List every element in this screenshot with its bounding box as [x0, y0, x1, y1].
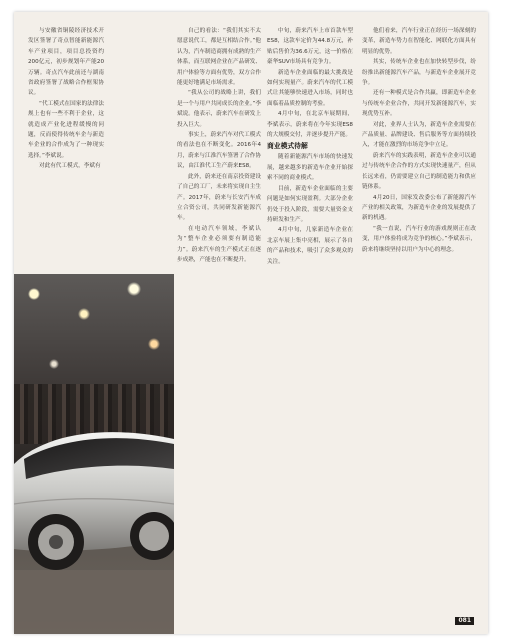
section-heading: 商业模式待解	[267, 142, 308, 151]
paragraph: 还有一种模式是合作共赢，即新造车企业与传统车企业合作，共同开发新能源汽车，实现优势互补。	[362, 90, 476, 118]
paragraph: 此外，蔚来还在南京投资建设了自己的工厂，未来将实现自主生产。2017年，蔚来与长安汽车成立合资公司，共同研发新能源汽车。	[177, 173, 261, 222]
page-number: 081	[455, 617, 474, 625]
text-column-1	[28, 26, 104, 266]
paragraph: 4月中旬，几家新造车企业在北京车展上集中亮相，展示了各自的产品和技术，吸引了众多观众的关注。	[267, 227, 353, 265]
paragraph: 目前，新造车企业面临的主要问题是如何实现盈利。大部分企业仍处于投入阶段，需要大量资金支持研发和生产。	[267, 185, 353, 223]
text-column-3	[267, 26, 353, 631]
paragraph: 其实，传统车企业也在加快转型步伐，纷纷推出新能源汽车产品，与新造车企业展开竞争。	[362, 59, 476, 87]
paragraph: 随着新能源汽车市场的快速发展，越来越多的新造车企业开始探索不同的商业模式。	[267, 154, 353, 182]
paragraph: 4月中旬，在北京车展期间，李斌表示，蔚来将在今年实现ES8的大规模交付，并逐步提升产能。	[267, 111, 353, 139]
paragraph: 4月20日，国家发改委公布了新能源汽车产业的相关政策，为新造车企业的发展提供了新的机遇。	[362, 194, 476, 222]
car-show-photo	[14, 274, 174, 634]
paragraph: 新造车企业面临的最大挑战是如何实现量产。蔚来汽车的代工模式让其能够快速进入市场，同时也面临着品质控制的考验。	[267, 69, 353, 107]
paragraph: 蔚来汽车的实践表明，新造车企业可以通过与传统车企合作的方式实现快速量产，但从长远来看，仍需要建立自己的制造能力和供应链体系。	[362, 152, 476, 191]
paragraph: 与安徽省铜陵经济技术开发区签署了奇点智能新能源汽车产业项目，项目总投资约200亿元，初步规划年产能20万辆。奇点汽车此前还与湖南省政府签署了战略合作框架协议。	[28, 28, 104, 97]
text-column-2	[177, 26, 261, 631]
text-column-4	[362, 26, 476, 631]
paragraph: 自己的看法：“我们其实不太愿意说代工，都是互相结合作。”他认为，汽车制造商拥有成熟的生产体系，而互联网企业在产品研发、用户体验等方面有优势，双方合作能更好地满足市场需求。	[177, 28, 261, 87]
paragraph: 他们看来，汽车行业正在经历一场深刻的变革，新造车势力在智能化、网联化方面具有明显的优势。	[362, 28, 476, 55]
paragraph: “我从公司的战略上讲，我们是一个与用户共同成长的企业。”李斌说。他表示，蔚来汽车在研发上投入巨大。	[177, 90, 261, 128]
paragraph: “我一直说，汽车行业的游戏规则正在改变，用户体验将成为竞争的核心。”李斌表示，蔚来将继续坚持以用户为中心的理念。	[362, 225, 476, 253]
concept-car-image	[14, 274, 174, 634]
paragraph: 中旬，蔚来汽车上市首款车型ES8，这款车定价为44.8万元，补贴后售价为36.6万元，这一价格在豪华SUV市场具有竞争力。	[267, 28, 353, 66]
paragraph: “代工模式在国家的法律法规上也有一些不利于企业，这就造成产业化进程缓慢的问题，反而使得传统车企与新造车企业的合作成为了一种现实选择。”李斌说。	[28, 100, 104, 159]
paragraph: 对此有代工模式，李斌有	[39, 163, 101, 170]
magazine-page	[14, 12, 488, 634]
paragraph: 对此，业界人士认为，新造车企业需要在产品质量、品牌建设、售后服务等方面持续投入，才能在激烈的市场竞争中立足。	[362, 121, 476, 149]
paragraph: 事实上，蔚来汽车对代工模式的看法也在不断变化。2016年4月，蔚来与江淮汽车签署了合作协议，由江淮代工生产蔚来ES8。	[177, 132, 261, 170]
paragraph: 在电动汽车领域，李斌认为“整车企业必须要有制造能力”。蔚来汽车的生产模式正在逐步成熟，产能也在不断提升。	[177, 225, 261, 263]
